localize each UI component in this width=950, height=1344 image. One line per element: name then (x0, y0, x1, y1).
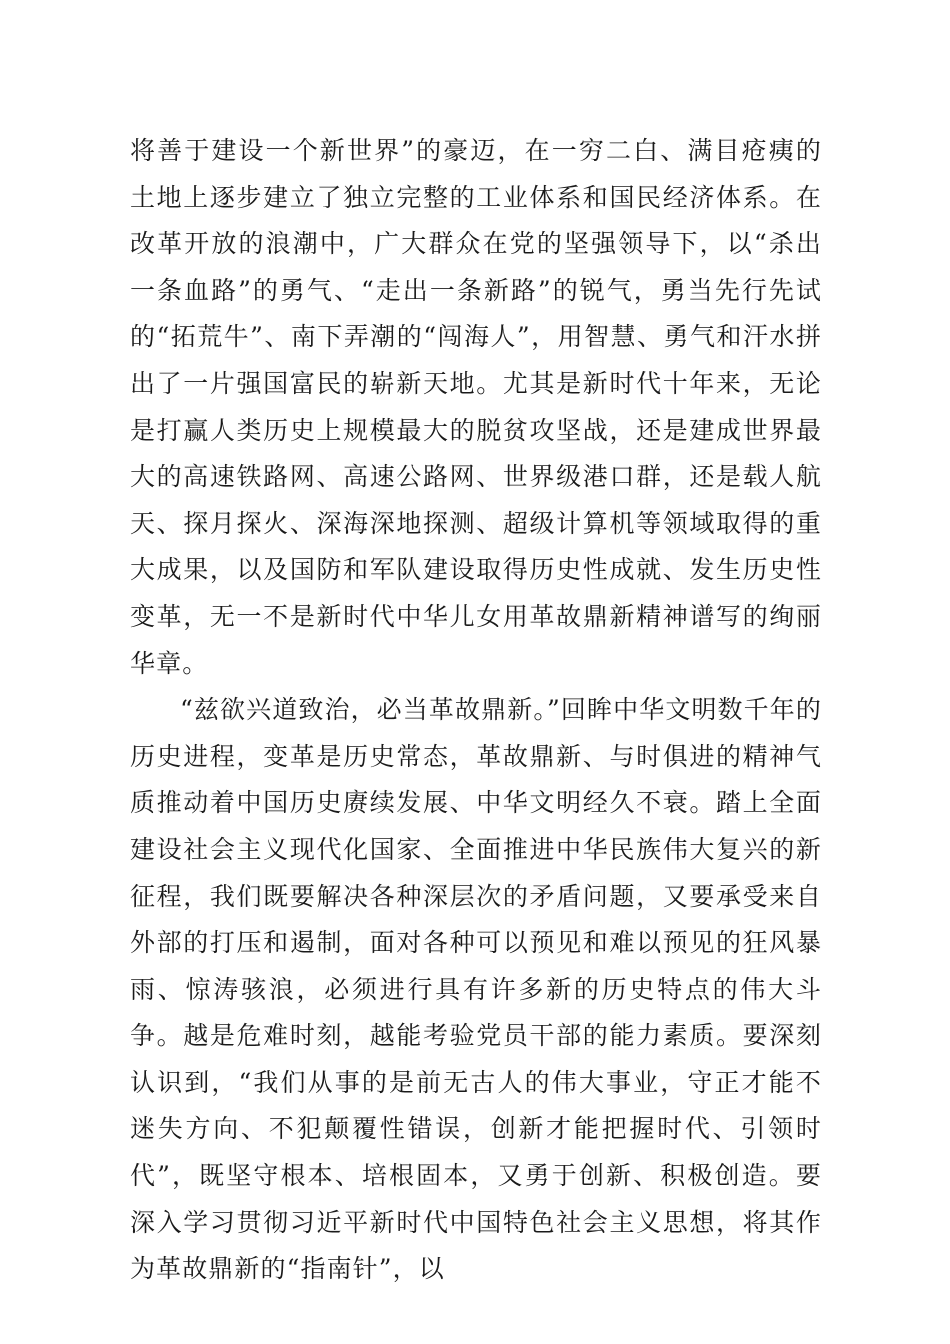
paragraph-1: 将善于建设一个新世界”的豪迈，在一穷二白、满目疮痍的土地上逐步建立了独立完整的工业体系和国民经济体系。在改革开放的浪潮中，广大群众在党的坚强领导下，以“杀出一条血路”的勇气、“走出一条新路”的锐气，勇当先行先试的“拓荒牛”、南下弄潮的“闯海人”，用智慧、勇气和汗水拼出了一片强国富民的崭新天地。尤其是新时代十年来，无论是打赢人类历史上规模最大的脱贫攻坚战，还是建成世界最大的高速铁路网、高速公路网、世界级港口群，还是载人航天、探月探火、深海深地探测、超级计算机等领域取得的重大成果，以及国防和军队建设取得历史性成就、发生历史性变革，无一不是新时代中华儿女用革故鼎新精神谱写的绚丽华章。 (130, 136, 822, 678)
document-body (130, 128, 822, 1293)
paragraph-2: “兹欲兴道致治，必当革故鼎新。”回眸中华文明数千年的历史进程，变革是历史常态，革故鼎新、与时俱进的精神气质推动着中国历史赓续发展、中华文明经久不衰。踏上全面建设社会主义现代化国家、全面推进中华民族伟大复兴的新征程，我们既要解决各种深层次的矛盾问题，又要承受来自外部的打压和遏制，面对各种可以预见和难以预见的狂风暴雨、惊涛骇浪，必须进行具有许多新的历史特点的伟大斗争。越是危难时刻，越能考验党员干部的能力素质。要深刻认识到，“我们从事的是前无古人的伟大事业，守正才能不迷失方向、不犯颠覆性错误，创新才能把握时代、引领时代”，既坚守根本、培根固本，又勇于创新、积极创造。要深入学习贯彻习近平新时代中国特色社会主义思想，将其作为革故鼎新的“指南针”，以 (130, 695, 822, 1284)
